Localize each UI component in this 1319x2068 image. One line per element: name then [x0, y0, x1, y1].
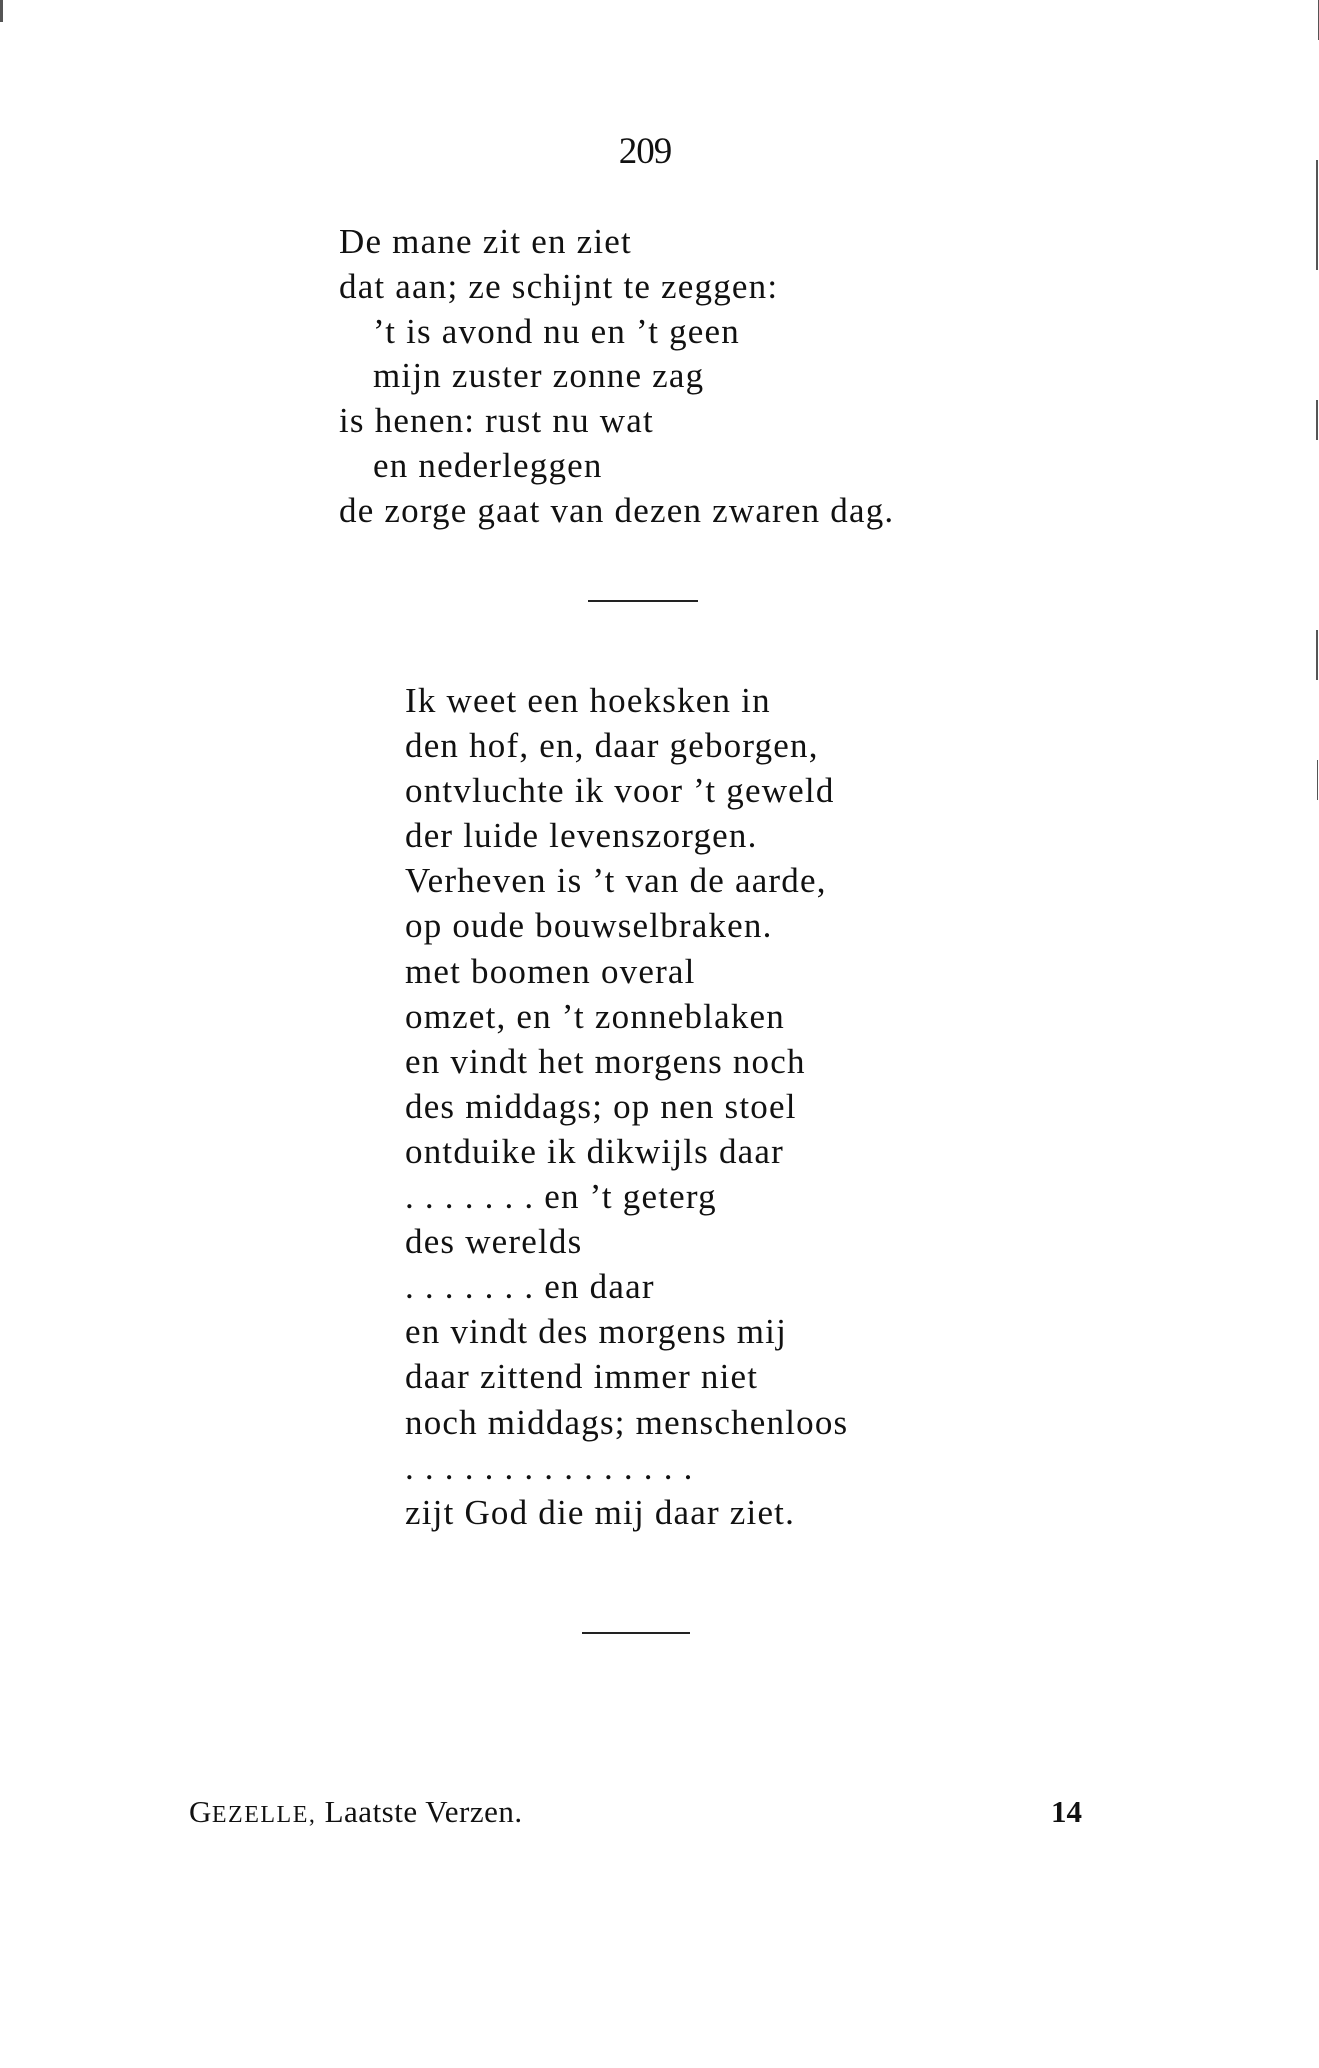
verse-line: en nederleggen	[373, 445, 603, 485]
verse-line: dat aan; ze schijnt te zeggen:	[339, 266, 779, 306]
book-title: Laatste Verzen.	[316, 1794, 523, 1829]
scan-edge-mark	[1317, 760, 1318, 800]
page-number: 209	[618, 131, 672, 172]
verse-line: zijt God die mij daar ziet.	[405, 1492, 796, 1532]
verse-line: . . . . . . . en ’t geterg	[405, 1177, 717, 1217]
verse-line: des middags; op nen stoel	[405, 1086, 797, 1126]
verse-line: op oude bouwselbraken.	[405, 906, 773, 946]
author-initial: G	[189, 1794, 212, 1829]
verse-line: ontduike ik dikwijls daar	[405, 1131, 784, 1171]
verse-line: De mane zit en ziet	[339, 222, 632, 261]
verse-line: en vindt des morgens mij	[405, 1312, 788, 1352]
section-divider	[588, 600, 698, 602]
verse-line: is henen: rust nu wat	[339, 401, 654, 441]
verse-line: den hof, en, daar geborgen,	[405, 726, 819, 766]
scan-edge-mark	[1316, 400, 1318, 440]
verse-line: noch middags; menschenloos	[405, 1402, 849, 1442]
scan-edge-mark	[1316, 630, 1318, 680]
verse-line: des werelds	[405, 1222, 583, 1262]
poem-moon	[339, 220, 894, 534]
verse-line: en vindt het morgens noch	[405, 1041, 806, 1081]
verse-line: . . . . . . . en daar	[405, 1267, 655, 1307]
signature-mark: 14	[1051, 1794, 1082, 1829]
verse-line: met boomen overal	[405, 951, 696, 991]
verse-line: Verheven is ’t van de aarde,	[405, 861, 827, 901]
verse-line: Ik weet een hoeksken in	[405, 681, 771, 720]
verse-line: der luide levenszorgen.	[405, 816, 758, 856]
scan-edge-mark	[0, 0, 3, 22]
poem-garden-corner	[405, 678, 848, 1535]
verse-line: ontvluchte ik voor ’t geweld	[405, 771, 835, 811]
verse-line: omzet, en ’t zonneblaken	[405, 996, 785, 1036]
verse-line: daar zittend immer niet	[405, 1357, 759, 1397]
verse-line: ’t is avond nu en ’t geen	[373, 311, 740, 351]
author-name: EZELLE,	[211, 1802, 317, 1828]
section-divider	[582, 1632, 690, 1634]
verse-line: de zorge gaat van dezen zwaren dag.	[339, 490, 895, 530]
verse-line: . . . . . . . . . . . . . . .	[405, 1447, 694, 1487]
running-footer-title	[189, 1794, 523, 1833]
verse-line: mijn zuster zonne zag	[373, 356, 705, 396]
scan-edge-mark	[1316, 160, 1318, 270]
